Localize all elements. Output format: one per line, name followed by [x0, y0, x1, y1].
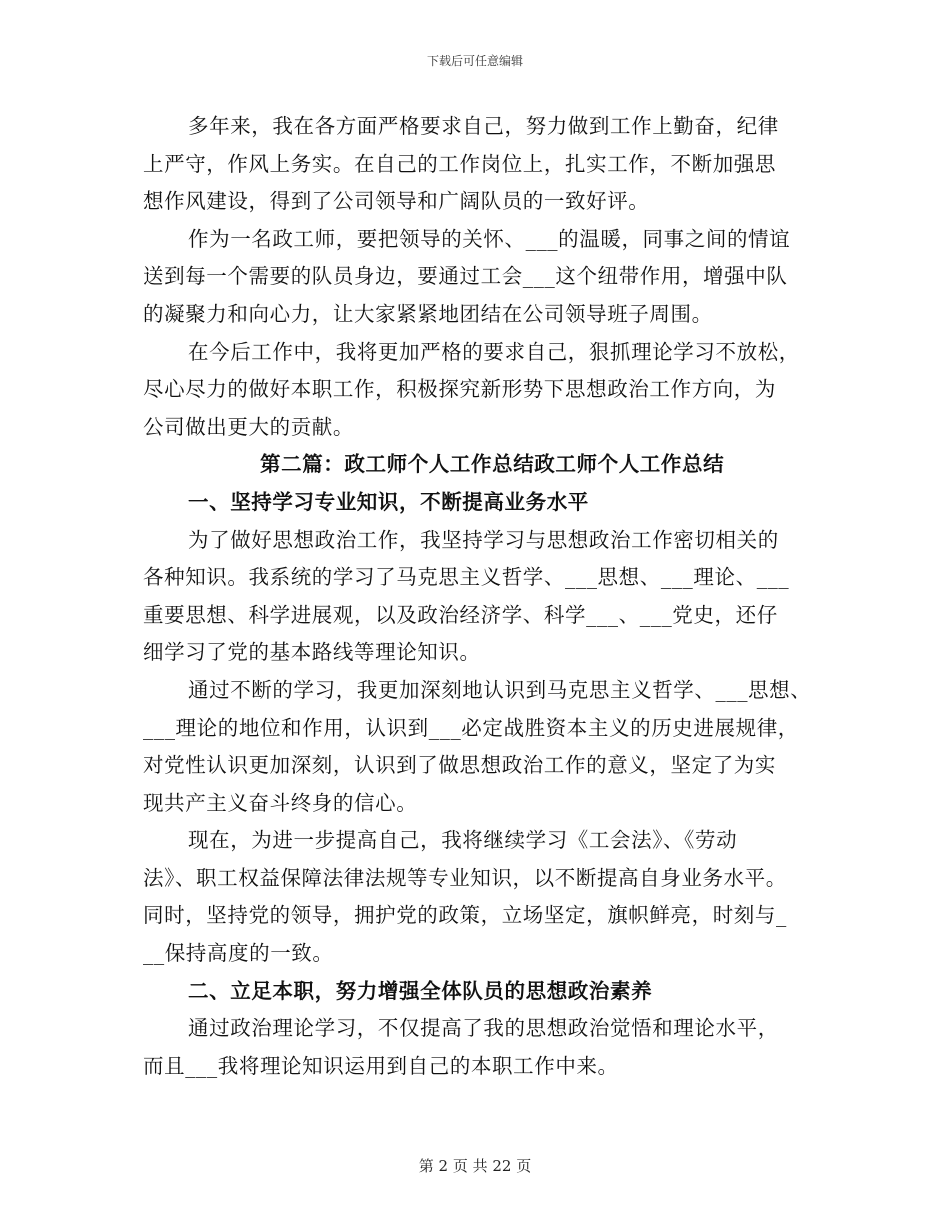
- page-number-footer: 第 2 页 共 22 页: [418, 1157, 532, 1175]
- text-line: ___理论的地位和作用，认识到___必定战胜资本主义的历史进展规律，: [143, 715, 799, 740]
- text-line: 现在，为进一步提高自己，我将继续学习《工会法》、《劳动: [188, 828, 738, 853]
- text-line: 尽心尽力的做好本职工作，积极探究新形势下思想政治工作方向，为: [143, 377, 776, 402]
- text-line: 通过不断的学习，我更加深刻地认识到马克思主义哲学、___思想、: [188, 677, 812, 702]
- text-line: 同时，坚持党的领导，拥护党的政策，立场坚定，旗帜鲜亮，时刻与_: [143, 903, 787, 928]
- text-line: 重要思想、科学进展观，以及政治经济学、科学___、___党史，还仔: [143, 602, 778, 627]
- text-line: 上严守，作风上务实。在自己的工作岗位上，扎实工作，不断加强思: [143, 151, 776, 176]
- page-header: 下载后可任意编辑: [426, 54, 523, 68]
- text-line: __保持高度的一致。: [143, 941, 334, 966]
- text-line: 现共产主义奋斗终身的信心。: [143, 790, 418, 815]
- section-title: 第二篇：政工师个人工作总结政工师个人工作总结: [260, 452, 725, 477]
- text-line: 各种知识。我系统的学习了马克思主义哲学、___思想、___理论、___: [143, 565, 790, 590]
- text-line: 细学习了党的基本路线等理论知识。: [143, 640, 481, 665]
- text-line: 多年来，我在各方面严格要求自己，努力做到工作上勤奋，纪律: [188, 114, 779, 138]
- text-line: 法》、职工权益保障法律法规等专业知识，以不断提高自身业务水平。: [143, 865, 787, 890]
- paragraph: [143, 1010, 818, 1085]
- paragraph: [143, 822, 818, 972]
- text-line: 通过政治理论学习，不仅提高了我的思想政治觉悟和理论水平，: [188, 1016, 779, 1041]
- document-body: [143, 108, 818, 1085]
- text-line: 在今后工作中，我将更加严格的要求自己，狠抓理论学习不放松，: [188, 339, 800, 364]
- text-line: 送到每一个需要的队员身边，要通过工会___这个纽带作用，增强中队: [143, 264, 788, 289]
- text-line: 公司做出更大的贡献。: [143, 414, 354, 439]
- subheading: 二、立足本职，努力增强全体队员的思想政治素养: [188, 978, 653, 1003]
- text-line: 想作风建设，得到了公司领导和广阔队员的一致好评。: [143, 189, 650, 214]
- paragraph: [143, 108, 818, 221]
- paragraph: [143, 522, 818, 672]
- text-line: 而且___我将理论知识运用到自己的本职工作中来。: [143, 1053, 619, 1078]
- subheading: 一、坚持学习专业知识，不断提高业务水平: [188, 489, 589, 514]
- text-line: 作为一名政工师，要把领导的关怀、___的温暖，同事之间的情谊: [188, 226, 791, 251]
- paragraph: [143, 221, 818, 334]
- paragraph: [143, 672, 818, 822]
- text-line: 的凝聚力和向心力，让大家紧紧地团结在公司领导班子周围。: [143, 301, 713, 326]
- text-line: 对党性认识更加深刻，认识到了做思想政治工作的意义，坚定了为实: [143, 753, 776, 778]
- paragraph: [143, 334, 818, 447]
- text-line: 为了做好思想政治工作，我坚持学习与思想政治工作密切相关的: [188, 527, 779, 552]
